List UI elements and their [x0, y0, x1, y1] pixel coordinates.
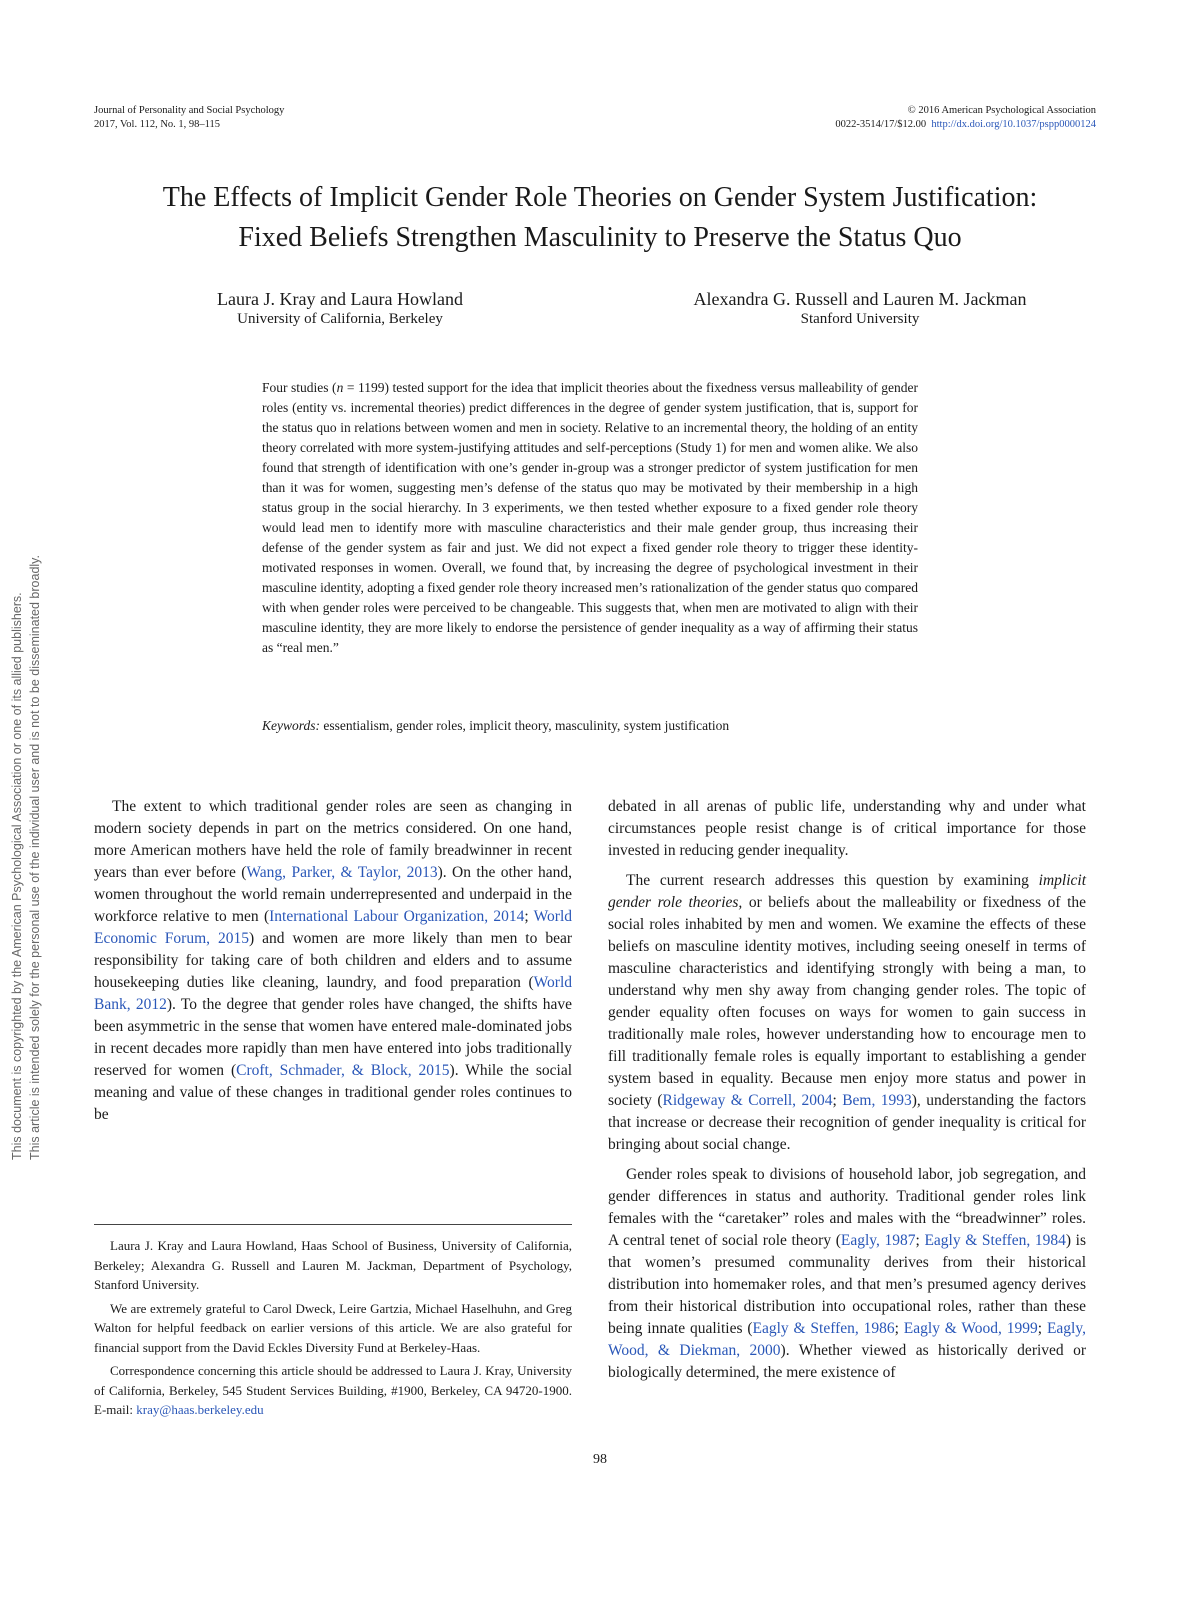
keywords — [262, 716, 918, 736]
issn-doi-line — [835, 118, 1096, 132]
body-emphasis: implicit gender role theories, — [608, 872, 1086, 911]
abstract — [262, 378, 918, 658]
footnote-affiliations: Laura J. Kray and Laura Howland, Haas School of Business, University of California, Berkeley; Alexandra G. Russell and Lauren M. Jackman, Department of Psychology, Stanford University. — [94, 1238, 572, 1292]
abstract-n-symbol: n — [336, 380, 344, 395]
keywords-label: Keywords: — [262, 718, 320, 733]
abstract-text: = 1199) tested support for the idea that implicit theories about the fixedness versus malleability of gender roles (entity vs. incremental theories) predict differences in the degree of gender system justification, that is, support for the status quo in relations between women and men in society. Relative to an incremental theory, the holding of an entity theory correlated with more system-justifying attitudes and self-perceptions (Study 1) for men and women alike. We also found that strength of identification with one’s gender in-group was a stronger predictor of system justification for men than it was for women, suggesting men’s defense of the status quo may be motivated by their membership in a high status group in the social hierarchy. In 3 experiments, we then tested whether exposure to a fixed gender role theory would lead men to identify more with masculine characteristics and their male gender group, thus increasing their defense of the gender system as fair and just. We did not expect a fixed gender role theory to trigger these identity-motivated responses in women. Overall, we found that, by increasing the degree of psychological investment in their masculine identity, adopting a fixed gender role theory increased men’s rationalization of the gender status quo compared with when gender roles were perceived to be changeable. This suggests that, when men are motivated to align with their masculine identity, they are more likely to endorse the persistence of gender inequality as a way of affirming their status as “real men.” — [262, 380, 919, 655]
citation-link[interactable]: Ridgeway & Correll, 2004 — [662, 1092, 833, 1109]
side-notice-line-2: This article is intended solely for the personal use of the individual user and is not to be disseminated broadly. — [28, 555, 42, 1160]
citation-link[interactable]: Wang, Parker, & Taylor, 2013 — [246, 864, 438, 881]
citation-link[interactable]: World Economic Forum, 2015 — [94, 908, 573, 947]
issn: 0022-3514/17/$12.00 — [835, 119, 927, 130]
keywords-list: essentialism, gender roles, implicit theory, masculinity, system justification — [320, 718, 730, 733]
journal-header — [94, 104, 284, 132]
copyright-line: © 2016 American Psychological Association — [907, 105, 1096, 116]
body-paragraph: debated in all arenas of public life, understanding why and under what circumstances people resist change is of critical importance for those invested in reducing gender inequality. — [608, 798, 1086, 859]
citation-link[interactable]: Eagly & Steffen, 1984 — [924, 1232, 1066, 1249]
title-line-1: The Effects of Implicit Gender Role Theories on Gender System Justification: — [162, 182, 1038, 213]
abstract-text: Four studies ( — [262, 380, 337, 395]
copyright-header — [835, 104, 1096, 132]
author-group-right — [640, 288, 1080, 329]
body-text: ; — [894, 1320, 904, 1337]
body-text: or beliefs about the malleability or fixedness of the social roles inhabited by men and women. We examine the effects of these beliefs on masculine identity motives, including seeing oneself in terms of masculine characteristics and identifying strongly with being a man, to understand why men shy away from changing gender roles. The topic of gender equality often focuses on ways for women to gain success in traditionally male roles, however understanding how to encourage men to fill traditionally female roles is equally important to establishing a gender system based in equality. Because men enjoy more status and power in society ( — [608, 894, 1087, 1109]
copyright-side-notice — [8, 420, 44, 1160]
body-text: ; — [832, 1092, 843, 1109]
author-names: Alexandra G. Russell and Lauren M. Jackman — [693, 289, 1027, 309]
citation-link[interactable]: Eagly & Wood, 1999 — [903, 1320, 1038, 1337]
body-text: The current research addresses this question by examining — [626, 872, 1039, 889]
body-text: ; — [1037, 1320, 1047, 1337]
citation-link[interactable]: Bem, 1993 — [842, 1092, 912, 1109]
author-names: Laura J. Kray and Laura Howland — [217, 289, 463, 309]
body-text: ) and women are more likely than men to bear responsibility for taking care of both children and elders and to assume housekeeping duties like cleaning, laundry, and food preparation ( — [94, 930, 572, 991]
body-text: The extent to which traditional gender roles are seen as changing in modern society depends in part on the metrics considered. On one hand, more American mothers have held the role of family breadwinner in recent years than ever before ( — [94, 798, 572, 881]
author-affiliation: University of California, Berkeley — [237, 311, 443, 327]
email-link[interactable]: kray@haas.berkeley.edu — [136, 1402, 264, 1417]
body-column-left — [94, 796, 572, 1126]
body-text: ; — [524, 908, 534, 925]
body-text: Gender roles speak to divisions of household labor, job segregation, and gender differences in status and authority. Traditional gender roles link females with the “caretaker” roles and males with the “breadwinner” roles. A central tenet of social role theory ( — [608, 1166, 1086, 1249]
citation-link[interactable]: World Bank, 2012 — [94, 974, 572, 1013]
citation-link[interactable]: Eagly, Wood, & Diekman, 2000 — [608, 1320, 1086, 1359]
body-text: ). While the social meaning and value of these changes in traditional gender roles continues to be — [94, 1062, 573, 1123]
footnotes — [94, 1236, 572, 1424]
body-text: ) is that women’s presumed communality derives from their historical distribution into homemaker roles, and that men’s presumed agency derives from their historical distribution into occupational roles, rather than these being innate qualities ( — [608, 1232, 1086, 1337]
paper-title — [60, 178, 1140, 258]
footnote-acknowledgments: We are extremely grateful to Carol Dweck, Leire Gartzia, Michael Haselhuhn, and Greg Walton for helpful feedback on earlier versions of this article. We are also grateful for financial support from the David Eckles Diversity Fund at Berkeley-Haas. — [94, 1300, 572, 1355]
footnote-correspondence — [94, 1361, 572, 1420]
footnote-divider — [94, 1224, 572, 1225]
citation-link[interactable]: International Labour Organization, 2014 — [269, 908, 525, 925]
body-text: ). On the other hand, women throughout the world remain underrepresented and underpaid in the workforce relative to men ( — [94, 864, 572, 925]
journal-name: Journal of Personality and Social Psychology — [94, 105, 285, 116]
body-paragraph — [608, 1164, 1086, 1384]
doi-link[interactable]: http://dx.doi.org/10.1037/pspp0000124 — [931, 119, 1096, 130]
body-paragraph — [94, 796, 572, 1126]
footnote-text: Correspondence concerning this article should be addressed to Laura J. Kray, University of California, Berkeley, 545 Student Services Building, #1900, Berkeley, CA 94720-1900. E-mail: — [94, 1363, 572, 1417]
body-text: ). Whether viewed as historically derived or biologically determined, the mere existence of — [608, 1342, 1086, 1381]
body-column-right — [608, 796, 1086, 1384]
body-paragraph — [608, 870, 1086, 1156]
citation-link[interactable]: Eagly, 1987 — [840, 1232, 916, 1249]
author-affiliation: Stanford University — [800, 311, 920, 327]
body-text: ), understanding the factors that increase or decrease their recognition of gender inequality is critical for bringing about social change. — [608, 1092, 1086, 1153]
title-line-2: Fixed Beliefs Strengthen Masculinity to Preserve the Status Quo — [238, 222, 962, 253]
citation-link[interactable]: Croft, Schmader, & Block, 2015 — [236, 1062, 450, 1079]
body-text: ; — [915, 1232, 925, 1249]
body-text: ). To the degree that gender roles have changed, the shifts have been asymmetric in the sense that women have entered male-dominated jobs in recent decades more rapidly than men have entered into jobs traditionally reserved for women ( — [94, 996, 572, 1079]
page-number: 98 — [593, 1452, 607, 1467]
side-notice-line-1: This document is copyrighted by the American Psychological Association or one of its allied publishers. — [10, 592, 24, 1160]
journal-volume: 2017, Vol. 112, No. 1, 98–115 — [94, 119, 221, 130]
citation-link[interactable]: Eagly & Steffen, 1986 — [752, 1320, 895, 1337]
author-group-left — [140, 288, 540, 329]
